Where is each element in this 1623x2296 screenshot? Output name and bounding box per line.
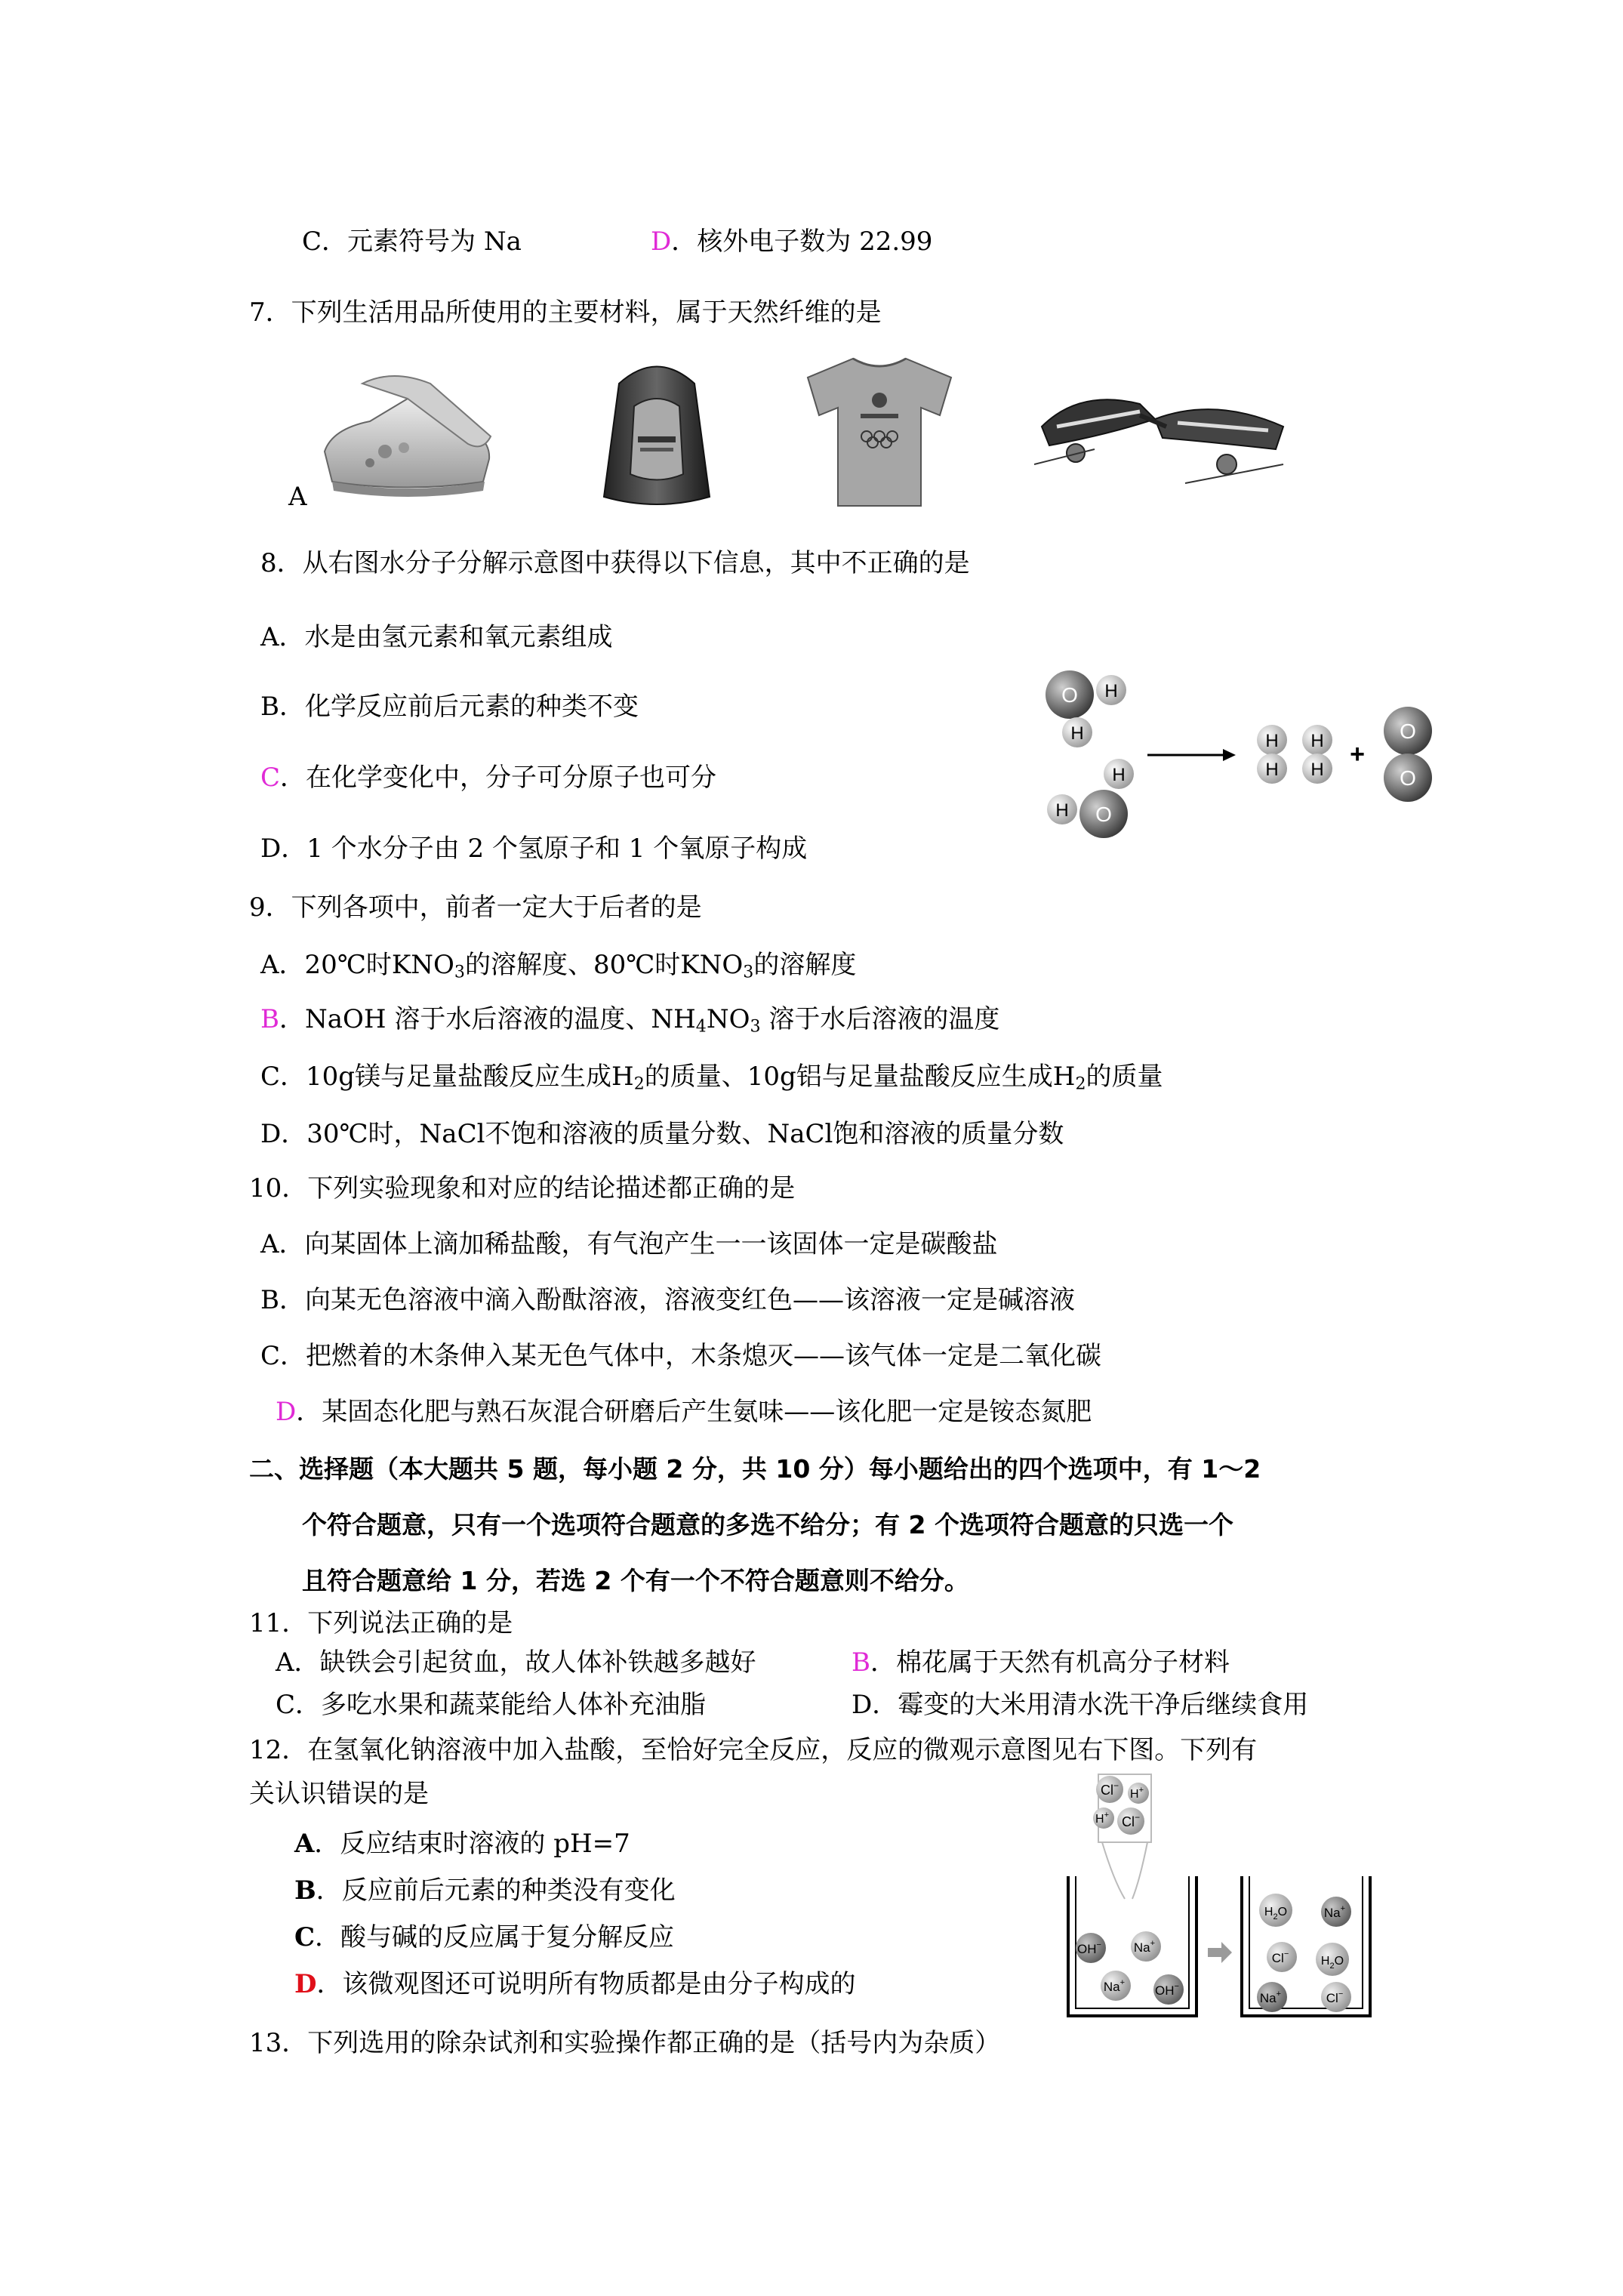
q11-option-b: B．棉花属于天然有机高分子材料 [852,1647,1230,1678]
answer-letter-highlight: D [651,227,672,257]
answer-letter-highlight: D [276,1397,297,1427]
svg-text:H+: H+ [1095,1811,1109,1826]
q9-stem: 9．下列各项中，前者一定大于后者的是 [249,892,702,923]
q6-option-c [302,225,522,258]
q12-option-b: B．反应前后元素的种类没有变化 [294,1875,676,1906]
q11-option-a: A．缺铁会引起贫血，故人体补铁越多越好 [276,1647,756,1678]
q11-option-c: C．多吃水果和蔬菜能给人体补充油脂 [276,1690,707,1720]
svg-text:OH−: OH− [1077,1940,1101,1956]
answer-letter-highlight: B [852,1647,870,1678]
svg-text:+: + [1350,740,1365,769]
reaction-arrow-head [1223,749,1236,761]
q13-stem: 13．下列选用的除杂试剂和实验操作都正确的是（括号内为杂质） [249,2028,1001,2058]
svg-text:H: H [1112,765,1126,785]
q6-option-d [651,225,932,258]
arrow-icon [1208,1942,1232,1963]
q7-label-a: A [288,482,307,512]
skateboard-image [1034,374,1291,495]
q9-option-d: D．30℃时，NaCl不饱和溶液的质量分数、NaCl饱和溶液的质量分数 [260,1119,1064,1149]
q9-option-a: A．20℃时$KNO_3$的溶解度、80℃时$KNO_3$的溶解度 [260,950,857,982]
q10-option-d: D．某固态化肥与熟石灰混合研磨后产生氨味——该化肥一定是铵态氮肥 [276,1397,1092,1427]
svg-text:Cl−: Cl− [1100,1780,1119,1798]
q8-option-d: D．1 个水分子由 2 个氢原子和 1 个氧原子构成 [260,834,808,864]
q12-stem-line2: 关认识错误的是 [249,1779,429,1809]
svg-text:Na+: Na+ [1323,1904,1346,1920]
q10-option-c: C．把燃着的木条伸入某无色气体中，木条熄灭——该气体一定是二氧化碳 [260,1341,1102,1371]
q12-stem-line1: 12．在氢氧化钠溶液中加入盐酸，至恰好完全反应，反应的微观示意图见右下图。下列有 [249,1735,1258,1765]
section-2-instructions-line2: 个符合题意，只有一个选项符合题意的多选不给分；有 2 个选项符合题意的只选一个 [302,1510,1233,1539]
q8-option-a: A．水是由氢元素和氧元素组成 [260,622,613,652]
q7-stem: 7．下列生活用品所使用的主要材料，属于天然纤维的是 [249,297,882,328]
svg-text:H2O: $H_2O$ [1320,1955,1344,1971]
q8-option-b: B．化学反应前后元素的种类不变 [260,692,639,722]
svg-text:Na+: Na+ [1133,1939,1156,1955]
svg-text:O: O [1061,683,1078,707]
option-letter: C [302,227,322,257]
backpack-image [596,353,717,512]
svg-text:H: H [1055,800,1069,821]
q10-option-b: B．向某无色溶液中滴入酚酞溶液，溶液变红色——该溶液一定是碱溶液 [260,1285,1075,1315]
answer-letter-highlight: C [260,763,281,793]
option-text: ．在化学变化中，分子可分原子也可分 [280,763,717,793]
svg-text:H: H [1265,731,1279,751]
svg-text:Na+: Na+ [1103,1978,1126,1994]
svg-text:H2O: $H_2O$ [1264,1906,1288,1922]
svg-text:H: H [1104,681,1118,701]
q11-stem: 11．下列说法正确的是 [249,1608,513,1638]
q12-option-c: C．酸与碱的反应属于复分解反应 [294,1922,675,1952]
q8-option-c [260,761,716,794]
svg-text:O: O [1400,720,1416,743]
svg-text:Na+: Na+ [1259,1989,1282,2005]
q9-option-b: B．NaOH 溶于水后溶液的温度、$NH_4NO_3$ 溶于水后溶液的温度 [260,1004,1000,1037]
svg-text:O: O [1400,766,1416,790]
svg-text:O: O [1095,803,1112,826]
svg-text:Cl−: Cl− [1121,1812,1141,1829]
option-text: ．核外电子数为 22.99 [671,227,933,257]
svg-text:H: H [1070,723,1084,744]
q9-option-c: C．10g镁与足量盐酸反应生成$H_2$的质量、10g铝与足量盐酸反应生成$H_2$的质量 [260,1062,1163,1094]
q8-stem: 8．从右图水分子分解示意图中获得以下信息，其中不正确的是 [260,548,970,578]
q10-stem: 10．下列实验现象和对应的结论描述都正确的是 [249,1173,796,1203]
answer-letter-highlight: B [260,1004,279,1034]
svg-text:H: H [1310,760,1324,780]
svg-text:Cl−: Cl− [1326,1989,1344,2005]
q10-option-a: A．向某固体上滴加稀盐酸，有气泡产生一一该固体一定是碳酸盐 [260,1229,998,1259]
q11-option-d: D．霉变的大米用清水洗干净后继续食用 [852,1690,1309,1720]
q12-option-d: D．该微观图还可说明所有物质都是由分子构成的 [294,1969,856,1999]
q12-option-a: A．反应结束时溶液的 pH=7 [294,1829,630,1859]
neutralization-diagram [1057,1767,1389,2023]
tshirt-image [800,355,959,510]
section-2-instructions-line1: 二、选择题（本大题共 5 题，每小题 2 分，共 10 分）每小题给出的四个选项中，有 1～2 [249,1454,1261,1484]
svg-text:H: H [1310,731,1324,751]
section-2-instructions-line3: 且符合题意给 1 分，若选 2 个有一个不符合题意则不给分。 [302,1566,969,1595]
answer-letter-highlight: D [294,1969,317,1999]
water-decomposition-diagram [1030,664,1446,846]
svg-text:H: H [1265,760,1279,780]
svg-text:Cl−: Cl− [1271,1949,1289,1965]
option-text: ．元素符号为 Na [322,227,522,257]
sneaker-image [317,368,498,504]
svg-text:OH−: OH− [1155,1982,1179,1998]
svg-text:H+: H+ [1130,1786,1144,1801]
